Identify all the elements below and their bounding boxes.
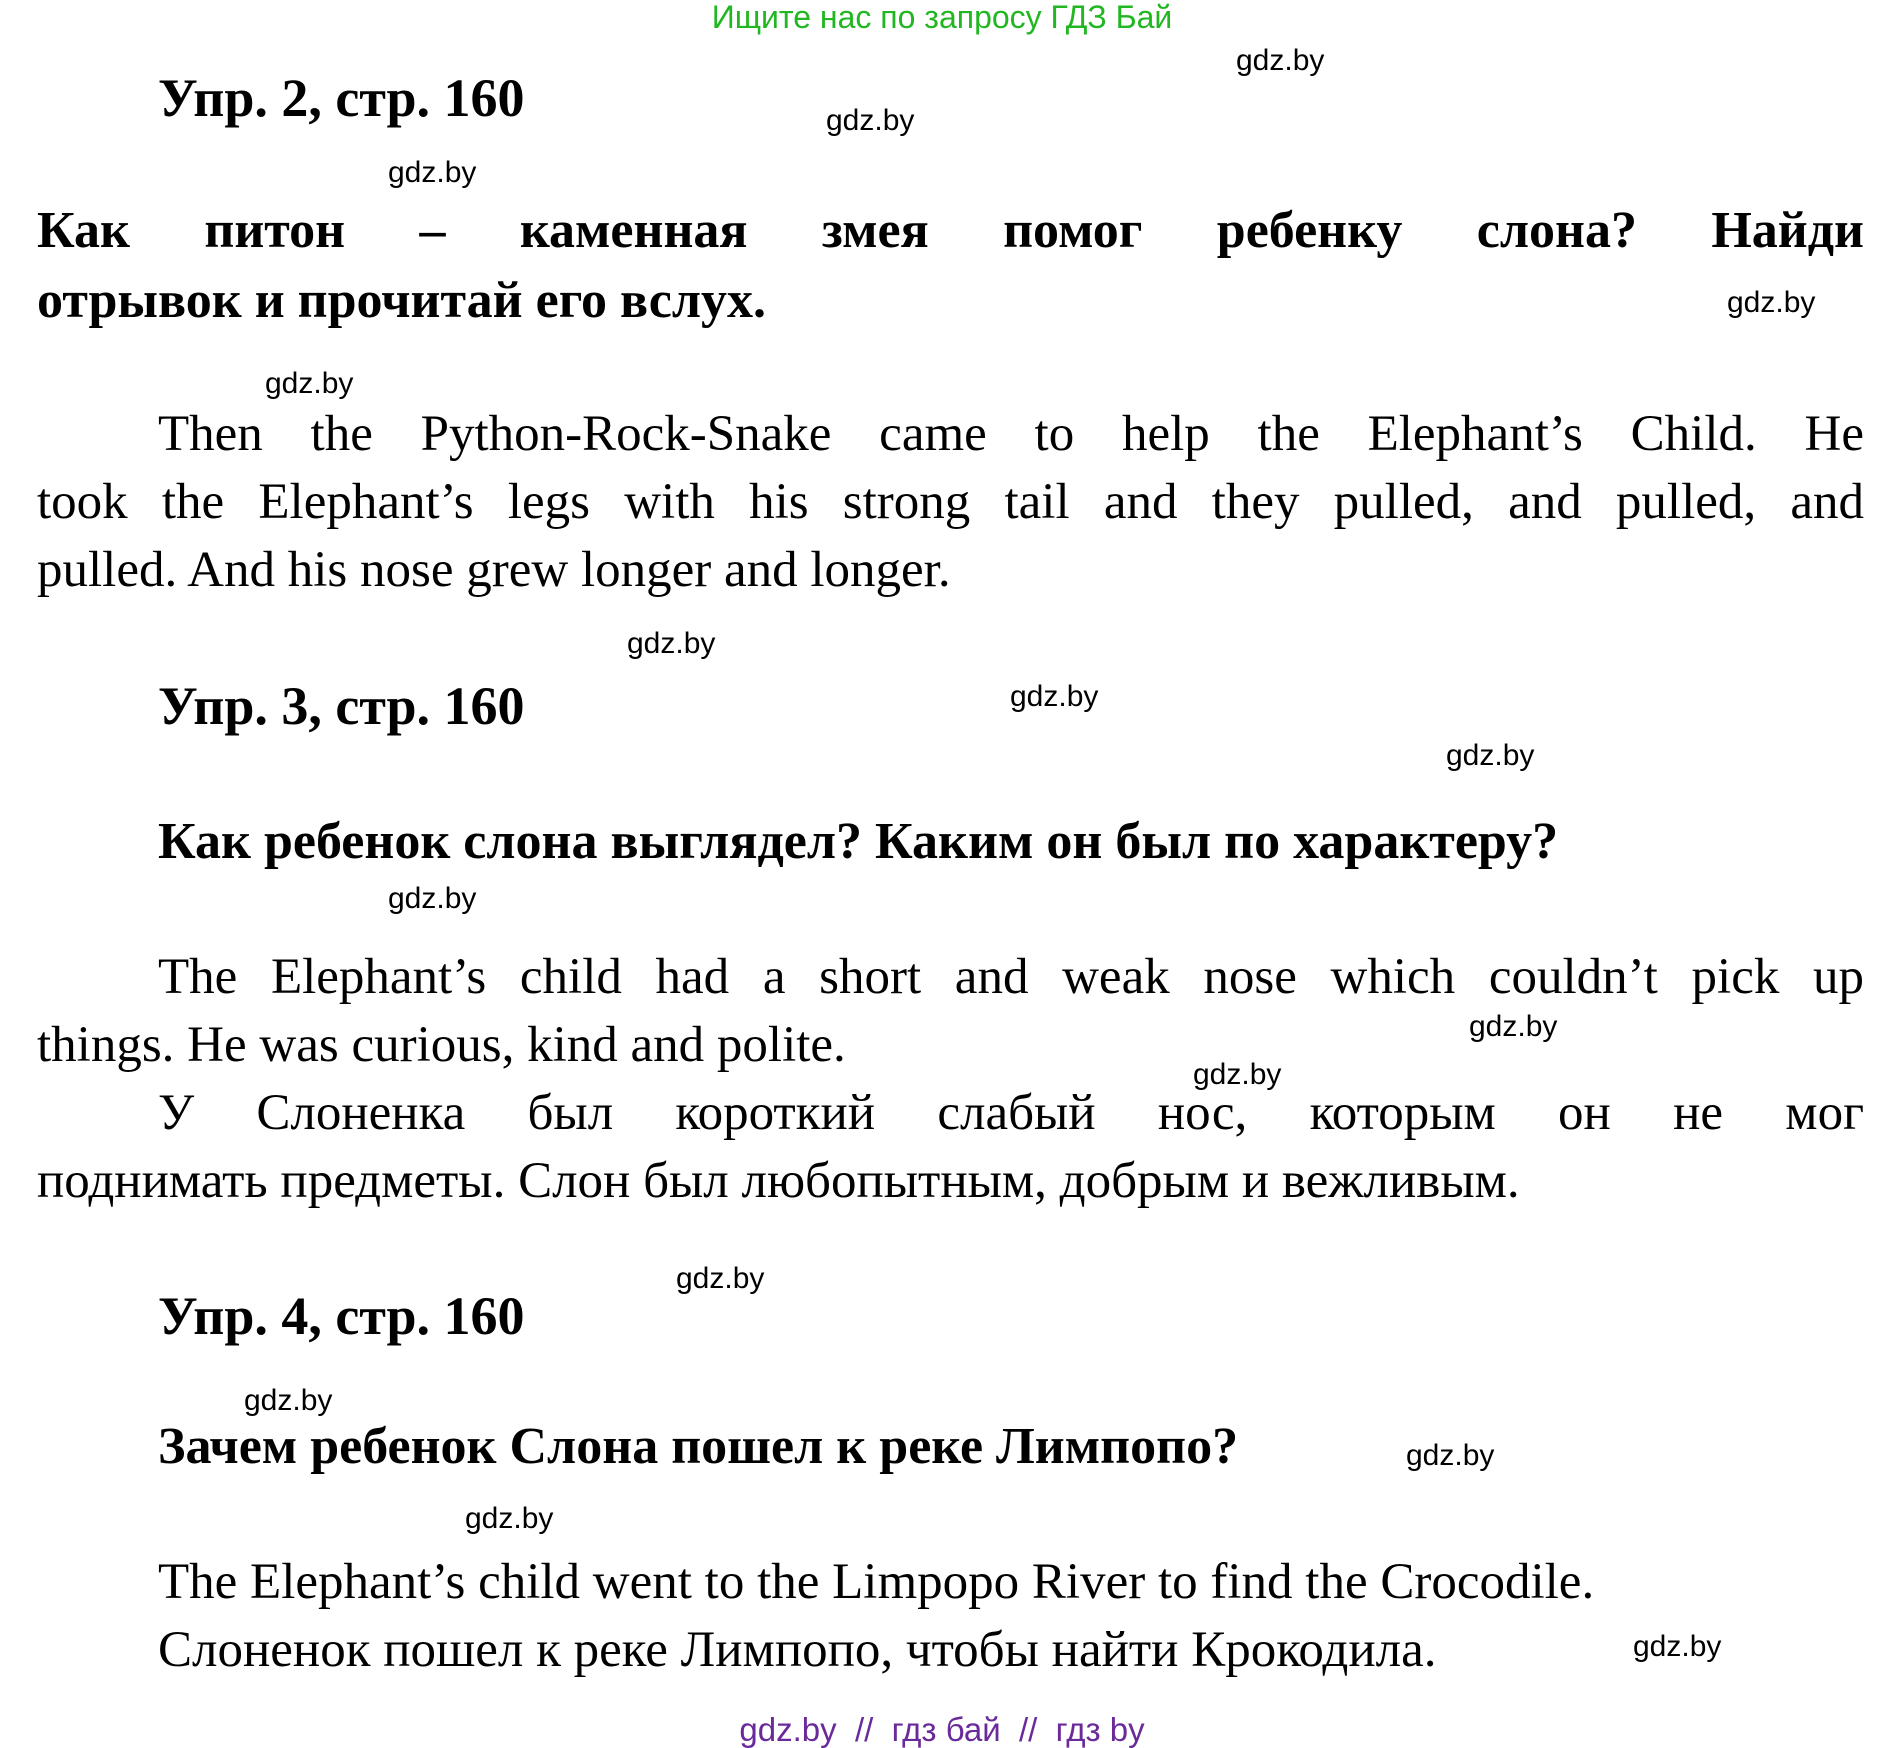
exercise-4-answer-ru: Слоненок пошел к реке Лимпопо, чтобы найти Крокодила. [158, 1622, 1437, 1678]
watermark: gdz.by [1010, 680, 1099, 713]
exercise-4-heading: Упр. 4, стр. 160 [158, 1286, 525, 1346]
exercise-2-answer-line-1: Then the Python-Rock-Snake came to help the Elephant’s Child. He [158, 406, 1864, 462]
watermark: gdz.by [388, 882, 477, 915]
exercise-2-question [37, 196, 1864, 336]
exercise-3-question: Как ребенок слона выглядел? Каким он был по характеру? [158, 813, 1559, 870]
watermark: gdz.by [388, 156, 477, 189]
exercise-4-question: Зачем ребенок Слона пошел к реке Лимпопо? [158, 1418, 1239, 1475]
exercise-2-heading: Упр. 2, стр. 160 [158, 68, 525, 128]
exercise-4-answer-en: The Elephant’s child went to the Limpopo River to find the Crocodile. [158, 1554, 1595, 1610]
exercise-3-answer-ru [37, 1079, 1864, 1215]
watermark: gdz.by [1633, 1630, 1722, 1663]
footer-site-links: gdz.by // гдз бай // гдз by [739, 1711, 1145, 1748]
exercise-2-answer-line-3: pulled. And his nose grew longer and longer. [37, 542, 951, 598]
exercise-2-question-line-2: отрывок и прочитай его вслух. [37, 272, 766, 329]
watermark: gdz.by [676, 1262, 765, 1295]
watermark: gdz.by [265, 367, 354, 400]
exercise-2-answer-line-2: took the Elephant’s legs with his strong tail and they pulled, and pulled, and [37, 474, 1864, 530]
watermark: gdz.by [627, 627, 716, 660]
exercise-3-answer-ru-line-2: поднимать предметы. Слон был любопытным, добрым и вежливым. [37, 1153, 1520, 1209]
exercise-3-heading: Упр. 3, стр. 160 [158, 676, 525, 736]
watermark: gdz.by [1236, 44, 1325, 77]
watermark: gdz.by [1727, 286, 1816, 319]
watermark: gdz.by [1193, 1058, 1282, 1091]
search-hint-banner: Ищите нас по запросу ГДЗ Бай [711, 0, 1173, 35]
watermark: gdz.by [826, 104, 915, 137]
watermark: gdz.by [1446, 739, 1535, 772]
exercise-2-answer [37, 400, 1864, 604]
exercise-3-answer-en-line-1: The Elephant’s child had a short and weak nose which couldn’t pick up [158, 949, 1864, 1005]
watermark: gdz.by [1469, 1010, 1558, 1043]
exercise-2-question-line-1: Как питон – каменная змея помог ребенку слона? Найди [37, 202, 1864, 259]
exercise-3-answer-en-line-2: things. He was curious, kind and polite. [37, 1017, 846, 1073]
watermark: gdz.by [465, 1502, 554, 1535]
watermark: gdz.by [1406, 1439, 1495, 1472]
exercise-3-answer-ru-line-1: У Слоненка был короткий слабый нос, которым он не мог [158, 1085, 1864, 1141]
exercise-3-answer-en [37, 943, 1864, 1079]
watermark: gdz.by [244, 1384, 333, 1417]
